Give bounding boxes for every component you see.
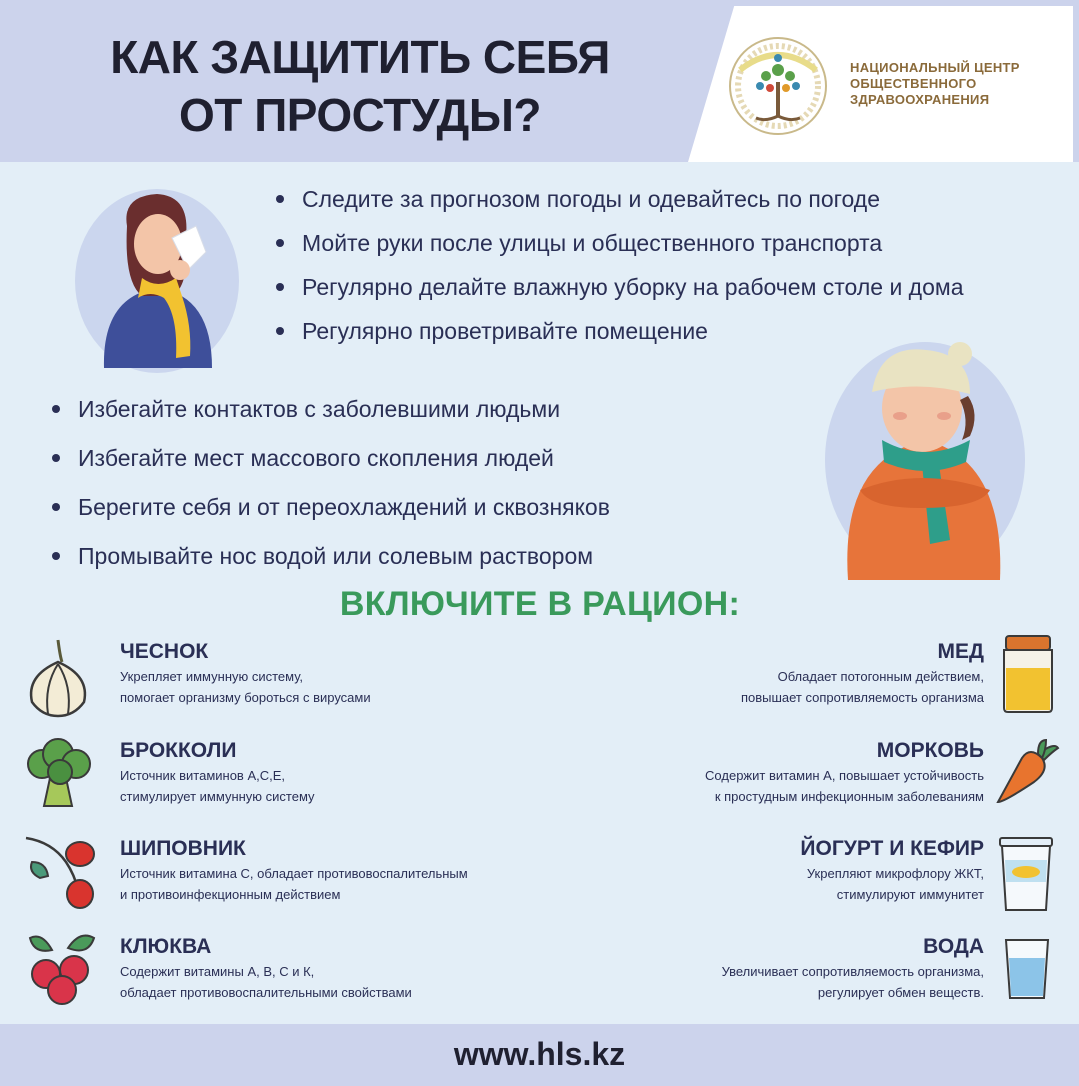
honey-jar-icon <box>998 632 1058 714</box>
food-cranberry <box>120 933 580 1003</box>
food-desc-line-2: стимулирует иммунную систему <box>120 789 315 804</box>
food-desc-line-1: Содержит витамины А, В, С и К, <box>120 964 315 979</box>
food-desc-line-1: Укрепляет иммунную систему, <box>120 669 304 684</box>
food-desc-line-2: и противоинфекционным действием <box>120 887 341 902</box>
tip-item: Следите за прогнозом погоды и одевайтесь по погоде <box>272 182 992 216</box>
food-desc-line-1: Источник витамина С, обладает противовоспалительным <box>120 866 468 881</box>
tips-list-bottom <box>48 392 808 588</box>
org-line-2: ОБЩЕСТВЕННОГО <box>850 76 977 91</box>
tree-emblem-icon <box>722 30 834 142</box>
cranberry-icon <box>24 928 100 1006</box>
food-name: МЕД <box>937 640 984 663</box>
rosehip-icon <box>22 832 98 912</box>
food-garlic <box>120 638 580 708</box>
tip-item: Регулярно проветривайте помещение <box>272 314 992 348</box>
sneezing-person-illustration <box>72 186 242 376</box>
food-honey <box>520 638 984 708</box>
food-desc-line-2: стимулируют иммунитет <box>836 887 984 902</box>
food-carrot <box>520 737 984 807</box>
tip-item: Мойте руки после улицы и общественного транспорта <box>272 226 992 260</box>
tip-item: Регулярно делайте влажную уборку на рабочем столе и дома <box>272 270 972 304</box>
food-water <box>520 933 984 1003</box>
page-title <box>60 28 660 144</box>
website-url: www.hls.kz <box>453 1036 626 1072</box>
tips-list-top <box>272 182 992 358</box>
food-desc-line-2: регулирует обмен веществ. <box>817 985 984 1000</box>
title-line-2: ОТ ПРОСТУДЫ? <box>179 89 541 141</box>
food-desc-line-1: Укрепляют микрофлору ЖКТ, <box>806 866 984 881</box>
yogurt-icon <box>996 830 1056 914</box>
tip-item: Промывайте нос водой или солевым раствором <box>48 539 808 573</box>
food-desc-line-1: Увеличивает сопротивляемость организма, <box>721 964 984 979</box>
org-line-1: НАЦИОНАЛЬНЫЙ ЦЕНТР <box>850 60 1020 75</box>
food-desc-line-2: повышает сопротивляемость организма <box>740 690 984 705</box>
water-glass-icon <box>1002 936 1052 1002</box>
food-desc-line-2: к простудным инфекционным заболеваниям <box>714 789 984 804</box>
food-desc-line-1: Обладает потогонным действием, <box>777 669 984 684</box>
food-yogurt <box>520 835 984 905</box>
food-name: ВОДА <box>923 935 984 958</box>
organization-name <box>850 60 1070 108</box>
food-desc-line-2: обладает противовоспалительными свойствами <box>120 985 412 1000</box>
title-line-1: КАК ЗАЩИТИТЬ СЕБЯ <box>110 31 610 83</box>
food-desc-line-1: Источник витаминов А,С,Е, <box>120 768 286 783</box>
food-name: МОРКОВЬ <box>876 739 984 762</box>
tip-item: Берегите себя и от переохлаждений и сквозняков <box>48 490 808 524</box>
food-name: ШИПОВНИК <box>120 837 246 860</box>
tip-item: Избегайте контактов с заболевшими людьми <box>48 392 808 426</box>
diet-section-title: ВКЛЮЧИТЕ В РАЦИОН: <box>339 585 741 623</box>
broccoli-icon <box>20 734 96 810</box>
food-broccoli <box>120 737 580 807</box>
garlic-icon <box>22 636 94 718</box>
tip-item: Избегайте мест массового скопления людей <box>48 441 808 475</box>
food-name: ЧЕСНОК <box>120 640 209 663</box>
carrot-icon <box>994 738 1062 806</box>
cold-person-illustration <box>820 340 1030 590</box>
food-desc-line-2: помогает организму бороться с вирусами <box>120 690 371 705</box>
food-name: ЙОГУРТ И КЕФИР <box>800 837 984 860</box>
food-desc-line-1: Содержит витамин А, повышает устойчивость <box>705 768 984 783</box>
food-name: КЛЮКВА <box>120 935 212 958</box>
org-line-3: ЗДРАВООХРАНЕНИЯ <box>850 92 990 107</box>
food-name: БРОККОЛИ <box>120 739 237 762</box>
